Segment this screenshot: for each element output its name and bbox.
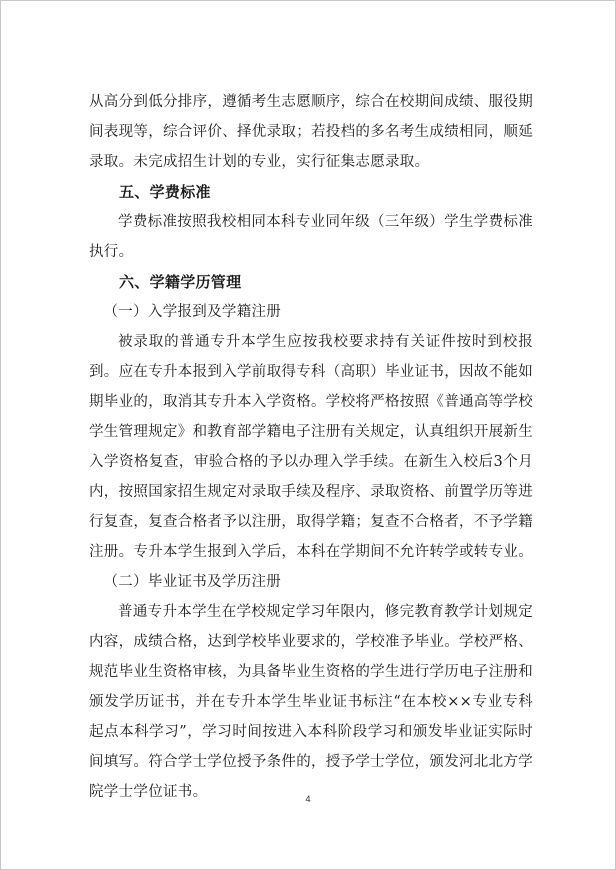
subsection-heading-graduation: （二）毕业证书及学历注册 <box>103 574 282 590</box>
paragraph-admission-ranking: 从高分到低分排序，遵循考生志愿顺序，综合在校期间成绩、服役期间表现等，综合评价、择优录取；若投档的多名考生成绩相同，顺延录取。未完成招生计划的专业，实行征集志愿录取。 <box>89 94 533 170</box>
page-number: 4 <box>305 794 311 804</box>
subsection-heading-registration: （一）入学报到及学籍注册 <box>103 304 282 320</box>
section-heading-tuition: 五、学费标准 <box>119 183 211 201</box>
paragraph-tuition: 学费标准按照我校相同本科专业同年级（三年级）学生学费标准执行。 <box>89 214 533 260</box>
document-body <box>89 87 533 807</box>
section-heading-enrollment-management: 六、学籍学历管理 <box>119 273 242 291</box>
paragraph-registration: 被录取的普通专升本学生应按我校要求持有关证件按时到校报到。应在专升本报到入学前取得专科（高职）毕业证书，因故不能如期毕业的，取消其专升本入学资格。学校将严格按照《普通高等学校学生管理规定》和教育部学籍电子注册有关规定，认真组织开展新生入学资格复查，审验合格的予以办理入学手续。在新生入校后3个月内，按照国家招生规定对录取手续及程序、录取资格、前置学历等进行复查，复查合格者予以注册，取得学籍；复查不合格者，不予学籍注册。专升本学生报到入学后，本科在学期间不允许转学或转专业。 <box>89 334 533 560</box>
paragraph-graduation: 普通专升本学生在学校规定学习年限内，修完教育教学计划规定内容，成绩合格，达到学校毕业要求的，学校准予毕业。学校严格、规范毕业生资格审核，为具备毕业生资格的学生进行学历电子注册和颁发学历证书，并在专升本学生毕业证书标注“在本校××专业专科起点本科学习”，学习时间按进入本科阶段学习和颁发毕业证实际时间填写。符合学士学位授予条件的，授予学士学位，颁发河北北方学院学士学位证书。 <box>89 604 533 800</box>
